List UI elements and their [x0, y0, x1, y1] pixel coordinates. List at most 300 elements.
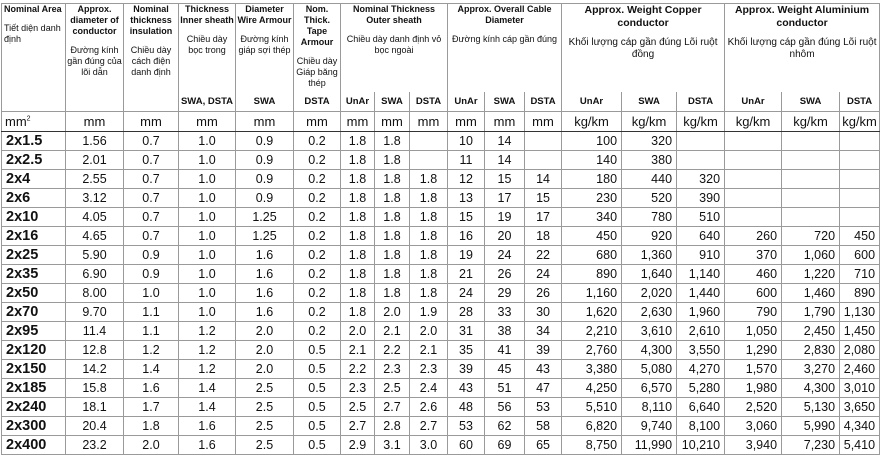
cell-copper-dsta: 3,550: [677, 341, 725, 360]
cell-aluminium-unar: 3,940: [725, 436, 782, 455]
cell-area: 2x240: [2, 398, 66, 417]
header-copper-weight: [562, 4, 725, 92]
sub-outer-swa: SWA: [375, 92, 410, 112]
cell-overall-swa: 51: [485, 379, 525, 398]
header-wire-en: Diameter Wire Armour: [237, 4, 292, 25]
cell-tape-armour: 0.2: [294, 132, 341, 151]
cell-area: 2x150: [2, 360, 66, 379]
cell-inner-sheath: 1.0: [179, 132, 236, 151]
cell-outer-unar: 1.8: [341, 151, 375, 170]
unit-mm: mm: [485, 112, 525, 132]
cell-aluminium-swa: 1,790: [782, 303, 840, 322]
cell-outer-dsta: 2.1: [410, 341, 448, 360]
cell-aluminium-dsta: 2,460: [840, 360, 880, 379]
cell-outer-unar: 1.8: [341, 284, 375, 303]
header-inner-sheath: [179, 4, 236, 92]
cell-area: 2x25: [2, 246, 66, 265]
table-row: [2, 208, 880, 227]
cell-aluminium-unar: 600: [725, 284, 782, 303]
unit-mm: mm: [375, 112, 410, 132]
cell-diameter: 23.2: [66, 436, 124, 455]
cell-area: 2x70: [2, 303, 66, 322]
cell-copper-dsta: [677, 151, 725, 170]
cell-diameter: 18.1: [66, 398, 124, 417]
sub-copper-dsta: DSTA: [677, 92, 725, 112]
cell-overall-swa: 38: [485, 322, 525, 341]
cell-aluminium-dsta: 3,650: [840, 398, 880, 417]
cell-copper-swa: 440: [622, 170, 677, 189]
cell-overall-dsta: [525, 132, 562, 151]
cell-inner-sheath: 1.6: [179, 417, 236, 436]
cell-outer-swa: 2.7: [375, 398, 410, 417]
cell-overall-swa: 20: [485, 227, 525, 246]
cell-overall-unar: 19: [448, 246, 485, 265]
cell-overall-swa: 45: [485, 360, 525, 379]
cell-copper-dsta: 10,210: [677, 436, 725, 455]
header-insulation: [124, 4, 179, 112]
cell-wire-armour: 1.6: [236, 265, 294, 284]
cell-wire-armour: 2.5: [236, 398, 294, 417]
table-row: [2, 341, 880, 360]
cell-overall-dsta: 65: [525, 436, 562, 455]
header-area-en: Nominal Area: [4, 4, 62, 14]
cell-outer-dsta: 1.8: [410, 170, 448, 189]
cell-insulation: 1.6: [124, 379, 179, 398]
cell-diameter: 20.4: [66, 417, 124, 436]
cell-copper-dsta: 6,640: [677, 398, 725, 417]
header-diameter-en: Approx. diameter of conductor: [70, 4, 119, 36]
cell-copper-unar: 100: [562, 132, 622, 151]
cell-insulation: 1.0: [124, 284, 179, 303]
cell-copper-dsta: 910: [677, 246, 725, 265]
header-row: [2, 4, 880, 92]
header-wire-armour: [236, 4, 294, 92]
cell-aluminium-dsta: 890: [840, 284, 880, 303]
cell-overall-dsta: 58: [525, 417, 562, 436]
unit-mm: mm: [410, 112, 448, 132]
cell-inner-sheath: 1.4: [179, 379, 236, 398]
cell-area: 2x400: [2, 436, 66, 455]
header-overall-en: Approx. Overall Cable Diameter: [457, 4, 552, 25]
cell-overall-unar: 53: [448, 417, 485, 436]
cell-outer-dsta: 2.3: [410, 360, 448, 379]
cell-copper-swa: 3,610: [622, 322, 677, 341]
cell-copper-swa: 4,300: [622, 341, 677, 360]
cell-wire-armour: 2.0: [236, 322, 294, 341]
cell-copper-swa: 8,110: [622, 398, 677, 417]
cell-copper-unar: 1,160: [562, 284, 622, 303]
unit-mm: mm: [525, 112, 562, 132]
cell-copper-swa: 2,630: [622, 303, 677, 322]
header-area-vn: Tiết diện danh định: [4, 23, 61, 44]
cell-outer-swa: 2.1: [375, 322, 410, 341]
cell-overall-dsta: 24: [525, 265, 562, 284]
cell-inner-sheath: 1.4: [179, 398, 236, 417]
sub-overall-unar: UnAr: [448, 92, 485, 112]
cell-copper-unar: 180: [562, 170, 622, 189]
unit-kg: kg/km: [840, 112, 880, 132]
cell-wire-armour: 2.5: [236, 417, 294, 436]
cell-inner-sheath: 1.0: [179, 151, 236, 170]
table-row: [2, 151, 880, 170]
table-row: [2, 189, 880, 208]
cell-outer-unar: 2.5: [341, 398, 375, 417]
cell-copper-dsta: 510: [677, 208, 725, 227]
header-overall-diameter: [448, 4, 562, 92]
header-overall-vn: Đường kính cáp gần đúng: [452, 34, 558, 44]
cell-aluminium-dsta: [840, 208, 880, 227]
cell-outer-dsta: 3.0: [410, 436, 448, 455]
header-tape-armour: [294, 4, 341, 92]
cell-outer-dsta: 2.7: [410, 417, 448, 436]
cell-wire-armour: 1.25: [236, 227, 294, 246]
cell-aluminium-swa: 1,460: [782, 284, 840, 303]
cell-aluminium-dsta: 5,410: [840, 436, 880, 455]
cell-diameter: 1.56: [66, 132, 124, 151]
cell-outer-unar: 1.8: [341, 227, 375, 246]
cell-copper-dsta: 320: [677, 170, 725, 189]
cell-copper-dsta: 640: [677, 227, 725, 246]
cell-aluminium-unar: 790: [725, 303, 782, 322]
cell-insulation: 0.7: [124, 132, 179, 151]
cell-outer-swa: 2.0: [375, 303, 410, 322]
cell-copper-dsta: [677, 132, 725, 151]
cell-outer-dsta: 1.8: [410, 284, 448, 303]
cell-outer-dsta: 1.8: [410, 227, 448, 246]
cell-overall-swa: 17: [485, 189, 525, 208]
cell-aluminium-dsta: 450: [840, 227, 880, 246]
cell-aluminium-dsta: [840, 189, 880, 208]
cell-outer-unar: 1.8: [341, 208, 375, 227]
cell-area: 2x120: [2, 341, 66, 360]
cell-area: 2x95: [2, 322, 66, 341]
sub-aluminium-unar: UnAr: [725, 92, 782, 112]
cell-overall-unar: 12: [448, 170, 485, 189]
cell-overall-swa: 26: [485, 265, 525, 284]
cell-overall-swa: 69: [485, 436, 525, 455]
header-inner-en: Thickness Inner sheath: [180, 4, 234, 25]
cell-inner-sheath: 1.2: [179, 341, 236, 360]
cell-inner-sheath: 1.0: [179, 284, 236, 303]
unit-mm: mm: [66, 112, 124, 132]
cell-overall-swa: 33: [485, 303, 525, 322]
table-row: [2, 379, 880, 398]
cell-aluminium-swa: 5,130: [782, 398, 840, 417]
cell-wire-armour: 1.6: [236, 303, 294, 322]
table-row: [2, 417, 880, 436]
sub-overall-dsta: DSTA: [525, 92, 562, 112]
cell-outer-unar: 2.0: [341, 322, 375, 341]
cell-copper-dsta: 8,100: [677, 417, 725, 436]
table-row: [2, 284, 880, 303]
cell-copper-unar: 5,510: [562, 398, 622, 417]
cell-outer-unar: 2.2: [341, 360, 375, 379]
cell-overall-swa: 29: [485, 284, 525, 303]
cell-insulation: 1.7: [124, 398, 179, 417]
cell-overall-swa: 62: [485, 417, 525, 436]
cell-overall-unar: 31: [448, 322, 485, 341]
sub-overall-swa: SWA: [485, 92, 525, 112]
cell-wire-armour: 1.6: [236, 284, 294, 303]
cell-copper-swa: 6,570: [622, 379, 677, 398]
cell-diameter: 15.8: [66, 379, 124, 398]
cell-tape-armour: 0.2: [294, 208, 341, 227]
sub-wire: SWA: [236, 92, 294, 112]
cell-copper-dsta: 1,960: [677, 303, 725, 322]
header-tape-en: Nom. Thick. Tape Armour: [300, 4, 334, 47]
cell-tape-armour: 0.5: [294, 379, 341, 398]
header-aluminium-weight: [725, 4, 880, 92]
cell-aluminium-dsta: 1,130: [840, 303, 880, 322]
cell-aluminium-unar: 2,520: [725, 398, 782, 417]
cell-copper-unar: 6,820: [562, 417, 622, 436]
cell-outer-swa: 1.8: [375, 132, 410, 151]
cell-diameter: 4.65: [66, 227, 124, 246]
cell-aluminium-dsta: [840, 170, 880, 189]
header-outer-sheath: [341, 4, 448, 92]
unit-area-sup: 2: [26, 115, 31, 123]
table-row: [2, 436, 880, 455]
cell-copper-swa: 11,990: [622, 436, 677, 455]
unit-mm: mm: [124, 112, 179, 132]
cell-copper-unar: 1,620: [562, 303, 622, 322]
cell-insulation: 0.7: [124, 208, 179, 227]
cell-overall-dsta: 39: [525, 341, 562, 360]
cell-insulation: 1.4: [124, 360, 179, 379]
cell-overall-unar: 43: [448, 379, 485, 398]
sub-copper-unar: UnAr: [562, 92, 622, 112]
cell-outer-swa: 2.2: [375, 341, 410, 360]
header-insulation-vn: Chiều dày cách điện danh định: [130, 45, 172, 77]
header-outer-en: Nominal Thickness Outer sheath: [352, 4, 436, 25]
cell-overall-dsta: 30: [525, 303, 562, 322]
cell-tape-armour: 0.5: [294, 436, 341, 455]
cell-insulation: 0.7: [124, 227, 179, 246]
cell-outer-swa: 1.8: [375, 189, 410, 208]
cell-diameter: 9.70: [66, 303, 124, 322]
cell-inner-sheath: 1.6: [179, 436, 236, 455]
table-row: [2, 170, 880, 189]
header-copper-en: Approx. Weight Copper conductor: [584, 4, 702, 29]
cell-diameter: 11.4: [66, 322, 124, 341]
cell-outer-unar: 1.8: [341, 246, 375, 265]
sub-inner: SWA, DSTA: [179, 92, 236, 112]
cell-copper-dsta: 5,280: [677, 379, 725, 398]
cell-copper-dsta: 1,440: [677, 284, 725, 303]
cell-diameter: 8.00: [66, 284, 124, 303]
cell-copper-unar: 340: [562, 208, 622, 227]
cell-overall-dsta: 22: [525, 246, 562, 265]
cell-diameter: 6.90: [66, 265, 124, 284]
cell-outer-swa: 1.8: [375, 208, 410, 227]
sub-aluminium-dsta: DSTA: [840, 92, 880, 112]
cell-diameter: 14.2: [66, 360, 124, 379]
cell-overall-unar: 28: [448, 303, 485, 322]
cell-aluminium-swa: 720: [782, 227, 840, 246]
cell-aluminium-dsta: [840, 151, 880, 170]
cell-outer-unar: 2.3: [341, 379, 375, 398]
cell-area: 2x4: [2, 170, 66, 189]
cell-tape-armour: 0.2: [294, 170, 341, 189]
cell-outer-dsta: 1.8: [410, 246, 448, 265]
cell-overall-unar: 48: [448, 398, 485, 417]
cell-area: 2x35: [2, 265, 66, 284]
cell-aluminium-unar: 1,290: [725, 341, 782, 360]
cell-tape-armour: 0.2: [294, 265, 341, 284]
cell-area: 2x2.5: [2, 151, 66, 170]
cell-tape-armour: 0.2: [294, 151, 341, 170]
cell-outer-dsta: 2.6: [410, 398, 448, 417]
table-row: [2, 227, 880, 246]
cell-tape-armour: 0.2: [294, 227, 341, 246]
unit-kg: kg/km: [622, 112, 677, 132]
cell-aluminium-swa: [782, 208, 840, 227]
cell-outer-unar: 1.8: [341, 132, 375, 151]
cell-overall-swa: 14: [485, 151, 525, 170]
cell-area: 2x1.5: [2, 132, 66, 151]
cell-tape-armour: 0.2: [294, 303, 341, 322]
unit-kg: kg/km: [782, 112, 840, 132]
cell-aluminium-swa: [782, 132, 840, 151]
cell-tape-armour: 0.2: [294, 246, 341, 265]
table-row: [2, 303, 880, 322]
cell-area: 2x50: [2, 284, 66, 303]
cell-copper-swa: 2,020: [622, 284, 677, 303]
cell-outer-swa: 1.8: [375, 151, 410, 170]
cell-diameter: 2.55: [66, 170, 124, 189]
cell-aluminium-swa: 4,300: [782, 379, 840, 398]
cell-copper-unar: 8,750: [562, 436, 622, 455]
cell-outer-dsta: 1.8: [410, 189, 448, 208]
cell-outer-dsta: 1.9: [410, 303, 448, 322]
cell-diameter: 5.90: [66, 246, 124, 265]
unit-mm: mm: [179, 112, 236, 132]
cell-aluminium-unar: 1,570: [725, 360, 782, 379]
unit-mm: mm: [294, 112, 341, 132]
cell-outer-dsta: 2.0: [410, 322, 448, 341]
cell-aluminium-swa: [782, 170, 840, 189]
cell-aluminium-unar: 1,050: [725, 322, 782, 341]
cell-insulation: 2.0: [124, 436, 179, 455]
sub-copper-swa: SWA: [622, 92, 677, 112]
cell-outer-dsta: [410, 132, 448, 151]
cable-spec-table: [1, 3, 880, 455]
cell-tape-armour: 0.2: [294, 322, 341, 341]
cell-overall-unar: 21: [448, 265, 485, 284]
cell-aluminium-unar: [725, 151, 782, 170]
cell-insulation: 0.7: [124, 151, 179, 170]
cell-outer-unar: 2.1: [341, 341, 375, 360]
sub-outer-unar: UnAr: [341, 92, 375, 112]
cell-copper-dsta: 390: [677, 189, 725, 208]
cell-copper-swa: 380: [622, 151, 677, 170]
header-diameter: [66, 4, 124, 112]
cell-insulation: 1.1: [124, 322, 179, 341]
cell-overall-dsta: 15: [525, 189, 562, 208]
cell-overall-unar: 10: [448, 132, 485, 151]
cell-wire-armour: 2.0: [236, 360, 294, 379]
cell-tape-armour: 0.2: [294, 284, 341, 303]
cell-insulation: 0.7: [124, 189, 179, 208]
unit-mm: mm: [448, 112, 485, 132]
cell-overall-dsta: 53: [525, 398, 562, 417]
cell-copper-swa: 9,740: [622, 417, 677, 436]
table-row: [2, 360, 880, 379]
unit-mm: mm: [341, 112, 375, 132]
cell-area: 2x10: [2, 208, 66, 227]
cell-outer-swa: 1.8: [375, 246, 410, 265]
cell-aluminium-unar: 460: [725, 265, 782, 284]
cell-aluminium-swa: 7,230: [782, 436, 840, 455]
cell-aluminium-dsta: 2,080: [840, 341, 880, 360]
cell-outer-swa: 1.8: [375, 170, 410, 189]
cell-inner-sheath: 1.2: [179, 322, 236, 341]
cell-copper-dsta: 4,270: [677, 360, 725, 379]
cell-aluminium-swa: 2,830: [782, 341, 840, 360]
cell-diameter: 3.12: [66, 189, 124, 208]
cell-copper-unar: 890: [562, 265, 622, 284]
cell-inner-sheath: 1.0: [179, 189, 236, 208]
cell-diameter: 2.01: [66, 151, 124, 170]
cell-inner-sheath: 1.0: [179, 170, 236, 189]
table-row: [2, 246, 880, 265]
cell-aluminium-dsta: 600: [840, 246, 880, 265]
unit-area-text: mm: [5, 114, 27, 129]
cell-outer-unar: 2.9: [341, 436, 375, 455]
cell-overall-dsta: 17: [525, 208, 562, 227]
cell-copper-unar: 2,760: [562, 341, 622, 360]
cell-copper-swa: 520: [622, 189, 677, 208]
cell-outer-unar: 1.8: [341, 189, 375, 208]
cell-overall-swa: 56: [485, 398, 525, 417]
cell-copper-unar: 680: [562, 246, 622, 265]
unit-kg: kg/km: [562, 112, 622, 132]
cell-overall-unar: 16: [448, 227, 485, 246]
units-row: [2, 112, 880, 132]
cell-wire-armour: 0.9: [236, 189, 294, 208]
cell-aluminium-dsta: [840, 132, 880, 151]
cell-overall-dsta: [525, 151, 562, 170]
cell-copper-swa: 320: [622, 132, 677, 151]
cell-copper-unar: 230: [562, 189, 622, 208]
cell-outer-dsta: [410, 151, 448, 170]
cell-wire-armour: 2.0: [236, 341, 294, 360]
table-row: [2, 265, 880, 284]
cell-aluminium-swa: 1,220: [782, 265, 840, 284]
table-row: [2, 398, 880, 417]
unit-area: [2, 112, 66, 132]
cell-insulation: 0.7: [124, 170, 179, 189]
sub-tape: DSTA: [294, 92, 341, 112]
header-copper-vn: Khối lượng cáp gần đúng Lõi ruột đồng: [568, 37, 718, 60]
cell-wire-armour: 1.6: [236, 246, 294, 265]
cell-aluminium-swa: [782, 151, 840, 170]
cell-overall-dsta: 26: [525, 284, 562, 303]
cell-tape-armour: 0.5: [294, 360, 341, 379]
cell-tape-armour: 0.5: [294, 417, 341, 436]
cell-overall-dsta: 47: [525, 379, 562, 398]
cell-aluminium-dsta: 4,340: [840, 417, 880, 436]
cell-aluminium-dsta: 3,010: [840, 379, 880, 398]
cell-overall-dsta: 14: [525, 170, 562, 189]
cell-copper-unar: 2,210: [562, 322, 622, 341]
cell-diameter: 12.8: [66, 341, 124, 360]
cell-inner-sheath: 1.2: [179, 360, 236, 379]
cell-outer-swa: 2.3: [375, 360, 410, 379]
cell-outer-swa: 1.8: [375, 227, 410, 246]
unit-kg: kg/km: [677, 112, 725, 132]
cell-wire-armour: 2.5: [236, 379, 294, 398]
